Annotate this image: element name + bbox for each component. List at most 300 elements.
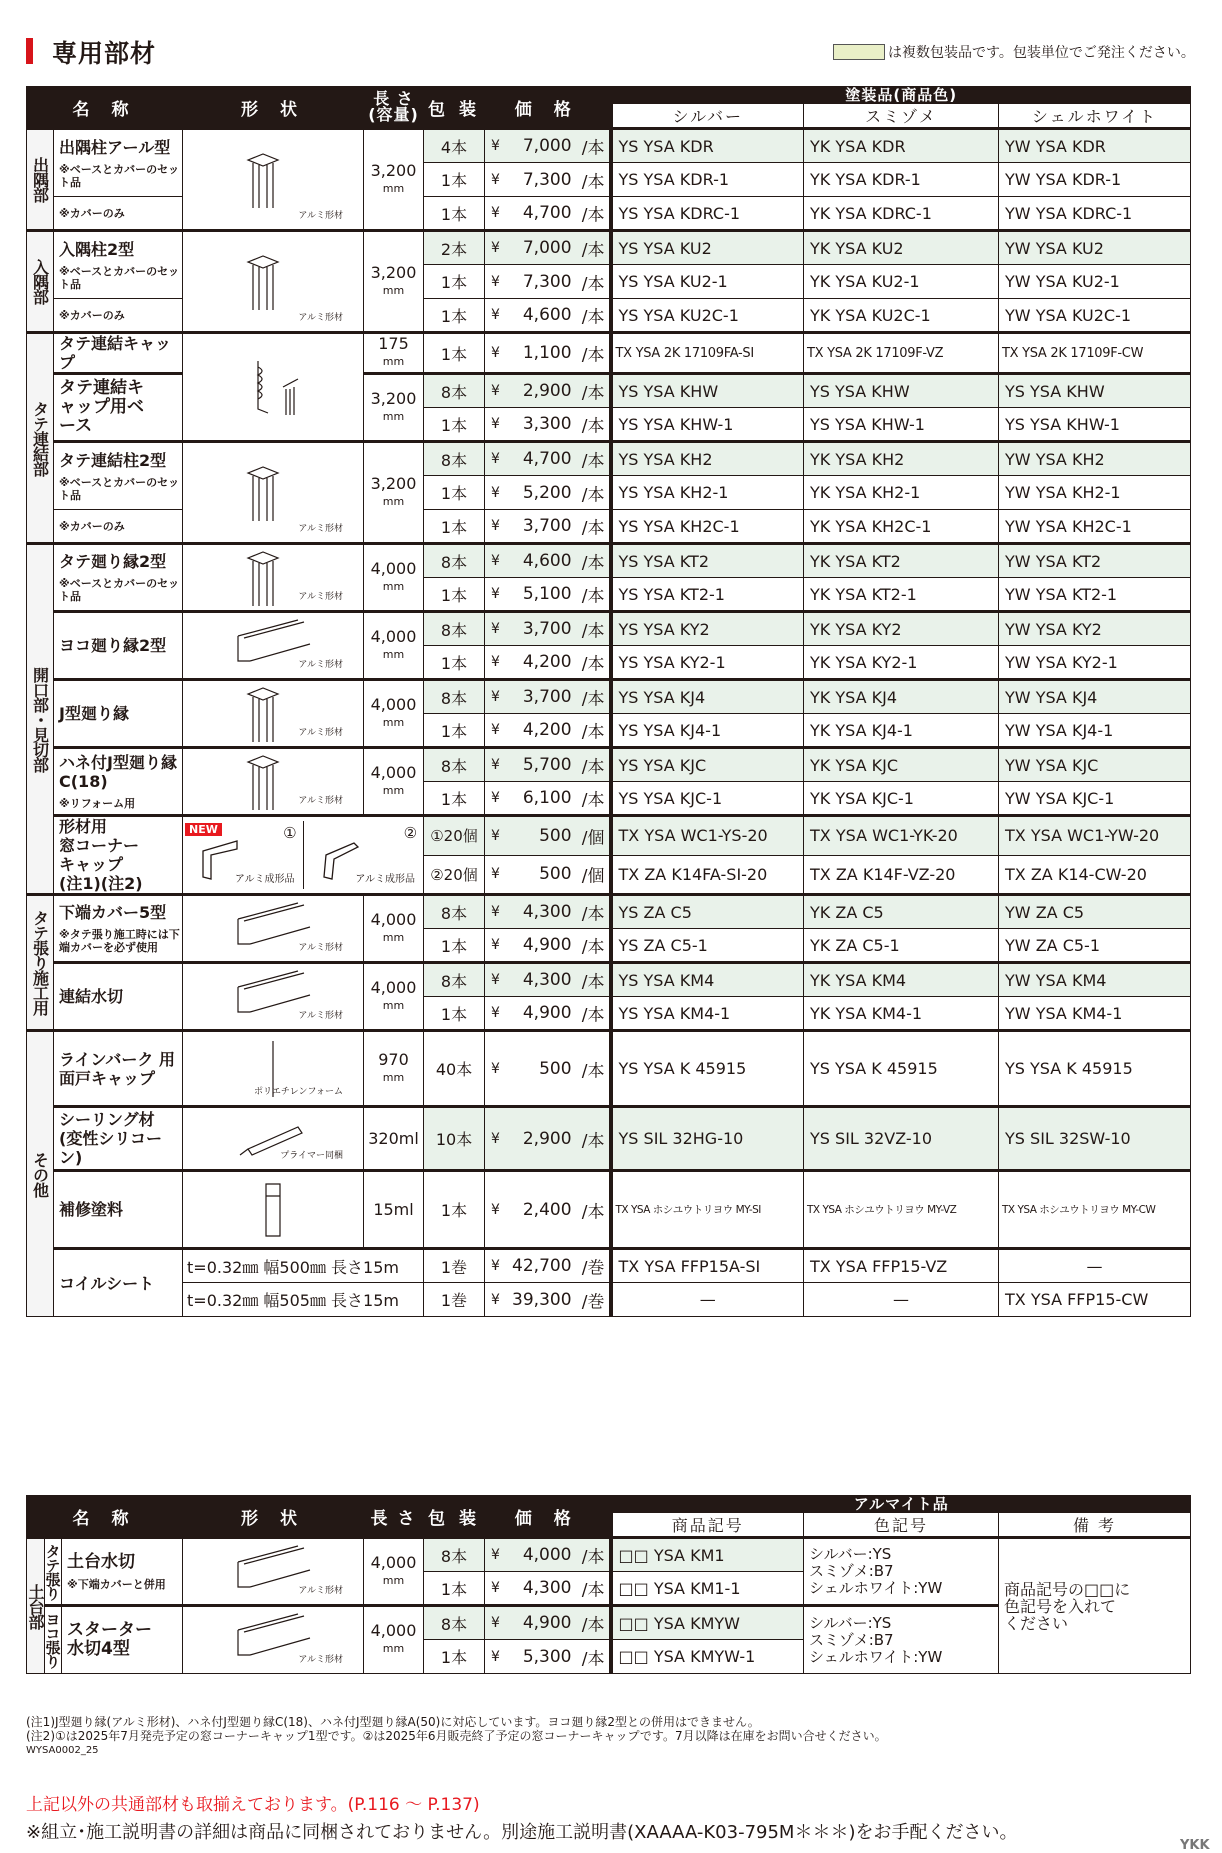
product-code-cell: TX YSA 2K 17109FA-SI [611,333,804,374]
item-name: J型廻り縁 [59,704,129,723]
profile-drawing-icon [228,252,318,312]
price-cell [485,231,611,265]
material-label: アルミ形材 [298,592,344,602]
product-code-cell: YS YSA KJ4 [611,680,804,714]
price-value: 4,600 [522,305,572,325]
pack-cell: 1本 [424,782,485,816]
price-value: 4,700 [522,449,572,469]
pack-cell: ②20個 [424,855,485,895]
color-code-line: シェルホワイト:YW [809,1647,943,1666]
price-unit: /本 [581,138,605,159]
price-value: 3,700 [522,619,572,639]
yen-symbol: ¥ [491,621,500,637]
product-code-cell: YK YSA KH2 [804,442,999,476]
header-length-l1: 長 さ [373,89,414,108]
length-cell [364,1171,424,1249]
price-unit: /本 [581,1202,605,1222]
header-shape: 形 状 [183,87,364,129]
item-note: ※下端カバーと併用 [67,1578,166,1591]
price-unit: /本 [581,1547,605,1568]
pack-cell: 8本 [424,374,485,408]
price-unit: /本 [581,621,605,642]
price-cell [485,963,611,997]
product-code-cell: YW YSA KDRC-1 [999,197,1191,231]
price-value: 4,200 [522,720,572,740]
product-code-cell: YW YSA KDR-1 [999,163,1191,197]
item-note-cover-only: ※カバーのみ [54,510,183,544]
price-cell [485,714,611,748]
product-code-cell: YK YSA KM4-1 [804,997,999,1031]
yen-symbol: ¥ [491,937,500,953]
price-cell [485,646,611,680]
item-name-line: (変性シリコーン) [59,1129,162,1167]
shape-cell [183,895,364,963]
item-name-cell [54,680,183,748]
price-cell [485,544,611,578]
yen-symbol: ¥ [491,972,500,988]
item-name-cell [54,816,183,895]
coil-spec: t=0.32㎜ 幅505㎜ 長さ15m [183,1283,424,1317]
material-label: アルミ形材 [298,1586,343,1596]
product-code-cell: TX YSA WC1-YS-20 [611,816,804,856]
price-value: 6,100 [522,788,572,808]
corner-cap-shape-1 [183,821,304,889]
footnote-1: (注1)J型廻り縁(アルミ形材)、ハネ付J型廻り縁C(18)、ハネ付J型廻り縁A(50)に対応しています。ヨコ廻り縁2型との併用はできません。 [26,1715,760,1729]
length-cell [364,129,424,231]
product-code-cell: YW ZA C5-1 [999,929,1191,963]
marker-1: ① [283,824,297,842]
table-row [27,1249,1191,1283]
price-cell [485,1249,611,1283]
length-value: 4,000 [370,694,417,714]
header-color-shellwhite: シェルホワイト [999,104,1191,129]
pack-cell: 1巻 [424,1249,485,1283]
color-code-line: スミゾメ:B7 [809,1562,894,1580]
product-code-cell: YK YSA KDR [804,129,999,163]
item-name: 土台水切 [67,1552,135,1572]
item-name: タテ連結キャップ用ベース [59,378,144,436]
item-name-cell [54,895,183,963]
price-cell [485,855,611,895]
pack-cell: 8本 [424,963,485,997]
product-code-cell: TX YSA WC1-YW-20 [999,816,1191,856]
product-code-cell: YK YSA KY2 [804,612,999,646]
product-code-cell: TX ZA K14-CW-20 [999,855,1191,895]
yen-symbol: ¥ [491,1291,500,1308]
item-name-line: 面戸キャップ [59,1068,156,1088]
table-row [27,816,1191,856]
product-code-cell: YK YSA KJC-1 [804,782,999,816]
price-cell [485,476,611,510]
product-code-cell: YS YSA KY2-1 [611,646,804,680]
table-row [27,544,1191,578]
pack-cell: 1本 [424,714,485,748]
yen-symbol: ¥ [491,654,500,670]
yen-symbol: ¥ [491,171,500,188]
pack-cell: 1本 [424,646,485,680]
price-unit: /本 [581,904,605,925]
new-badge: NEW [185,823,222,836]
length-value: 4,000 [370,977,417,997]
yen-symbol: ¥ [491,722,500,738]
product-code-cell: YK YSA KJ4 [804,680,999,714]
item-name-cell [54,442,183,510]
item-name: 補修塗料 [59,1200,124,1219]
price-cell [485,929,611,963]
parts-table [26,86,1191,1317]
price-unit: /本 [581,1005,605,1026]
price-unit: /本 [581,1131,605,1151]
header-product-code: 商品記号 [611,1513,804,1538]
item-name-line: スターター [67,1620,152,1640]
product-code-cell: YS YSA K 45915 [999,1031,1191,1107]
table-row [27,1171,1191,1249]
document-id: WYSA0002_25 [26,1745,99,1756]
shape-cell [183,748,364,816]
product-code-cell: YS SIL 32HG-10 [611,1107,804,1171]
pack-cell: 1本 [424,197,485,231]
item-name-cell [54,1171,183,1249]
price-unit: /巻 [581,1292,605,1312]
length-value: 4,000 [370,1552,417,1572]
item-name-line: ラインバーク 用 [59,1049,175,1069]
yen-symbol: ¥ [491,757,500,773]
pack-cell: ①20個 [424,816,485,856]
table-row [27,1031,1191,1107]
length-value: 3,200 [370,473,417,493]
yen-symbol: ¥ [491,451,500,467]
product-code-cell: YW YSA KJC [999,748,1191,782]
length-unit: mm [382,181,405,195]
item-name-line: シーリング材 [59,1110,155,1129]
table-row [27,963,1191,997]
price-value: 4,000 [522,1545,572,1565]
price-cell [485,408,611,442]
page-title: 専用部材 [52,39,157,68]
item-note-cover-only: ※カバーのみ [54,197,183,231]
section-label: タテ連結部 [27,333,54,544]
table-row [27,231,1191,265]
product-code-cell: TX YSA ホシユウトリヨウ MY-VZ [804,1171,999,1249]
price-unit: /本 [581,790,605,811]
yen-symbol: ¥ [491,1258,500,1274]
length-cell [364,442,424,544]
price-unit: /本 [581,972,605,993]
yen-symbol: ¥ [491,1615,500,1631]
table-row [27,748,1191,782]
yen-symbol: ¥ [491,1547,500,1563]
length-unit: mm [382,355,405,368]
item-name-cell [54,963,183,1031]
price-value: 4,300 [522,970,572,990]
product-code-cell: YS YSA KHW [611,374,804,408]
price-cell [485,816,611,856]
profile-drawing-icon [228,463,318,523]
sub-section-label: ヨコ張り [45,1606,62,1674]
color-code-line: シルバー:YS [809,1613,892,1632]
yen-symbol: ¥ [491,586,500,602]
product-code-cell: YS YSA K 45915 [804,1031,999,1107]
price-value: 4,600 [522,551,572,571]
price-unit: /本 [581,1580,605,1601]
pack-cell: 1本 [424,408,485,442]
product-code-cell: YW YSA KH2 [999,442,1191,476]
header-price: 価 格 [485,1496,611,1538]
length-cell [364,544,424,612]
length-value: 15ml [373,1199,414,1219]
product-code-cell: TX YSA FFP15-VZ [804,1249,999,1283]
product-code-cell: YS YSA KT2 [611,544,804,578]
corner-cap-shape-wrap [183,821,423,889]
item-name-cell [54,231,183,299]
header-color-silver: シルバー [611,104,804,129]
item-name: ハネ付J型廻り縁C(18) [59,753,177,791]
item-note: ※リフォーム用 [59,797,136,810]
length-value: 970 [378,1049,409,1069]
item-name-line: キャップ [59,855,124,874]
remark-line: 色記号を入れて [1004,1596,1117,1616]
yen-symbol: ¥ [491,416,500,432]
length-unit: mm [382,283,405,297]
item-note: ※ベースとカバーのセット品 [59,475,180,502]
material-label: アルミ形材 [298,728,344,738]
price-cell [485,299,611,333]
price-cell [485,129,611,163]
product-code-cell: YS YSA KM4-1 [611,997,804,1031]
price-value: 4,300 [522,1578,572,1598]
price-value: 5,100 [522,584,572,604]
length-unit: mm [382,579,405,593]
header-pack: 包 装 [424,87,485,129]
length-value: 4,000 [370,558,417,578]
material-label: アルミ形材 [298,1655,343,1665]
product-code-cell: YK ZA C5-1 [804,929,999,963]
price-unit: /本 [581,937,605,958]
price-value: 500 [539,1058,572,1079]
product-code-cell: YW YSA KU2 [999,231,1191,265]
table-row [27,1283,1191,1317]
header-painted: 塗装品(商品色) [611,87,1191,104]
product-code-cell: YS YSA KU2 [611,231,804,265]
color-code-cell [804,1538,999,1606]
price-unit: /本 [581,654,605,675]
product-code-cell: YS YSA KHW-1 [611,408,804,442]
length-value: 3,200 [370,388,417,408]
header-price: 価 格 [485,87,611,129]
shape-cell [183,333,364,442]
legend-text: は複数包装品です。包装単位でご発注ください。 [888,45,1195,61]
remarks-cell [999,1538,1191,1674]
price-unit: /本 [581,451,605,472]
product-code-cell: TX YSA 2K 17109F-CW [999,333,1191,374]
length-cell [364,231,424,333]
product-code-cell: YW YSA KT2 [999,544,1191,578]
header-pack: 包 装 [424,1496,485,1538]
product-code-cell: □□ YSA KMYW [611,1606,804,1640]
price-cell [485,510,611,544]
length-cell [364,1538,424,1606]
price-value: 3,700 [522,516,572,536]
pack-cell: 1本 [424,299,485,333]
material-label: アルミ形材 [298,943,344,953]
length-value: 4,000 [370,1621,417,1640]
length-cell [364,895,424,963]
table-row [27,333,1191,374]
item-name: 出隅柱アール型 [59,137,171,157]
color-code-cell [804,1606,999,1674]
product-code-cell: YS YSA KHW [804,374,999,408]
yen-symbol: ¥ [491,518,500,534]
price-cell [485,1283,611,1317]
price-cell [485,163,611,197]
pack-cell: 8本 [424,442,485,476]
length-value: 4,000 [370,762,417,782]
table-row [27,129,1191,163]
product-code-cell: YW YSA KJ4-1 [999,714,1191,748]
product-code-cell: YS YSA KM4 [611,963,804,997]
product-code-cell: TX ZA K14FA-SI-20 [611,855,804,895]
price-value: 4,900 [522,1613,572,1633]
price-cell [485,997,611,1031]
price-value: 3,700 [522,687,572,707]
price-value: 39,300 [512,1289,572,1310]
price-value: 7,300 [522,271,572,292]
product-code-cell: YW YSA KH2-1 [999,476,1191,510]
yen-symbol: ¥ [491,1201,500,1218]
product-code-cell: — [999,1249,1191,1283]
material-label: アルミ形材 [298,796,344,806]
pack-cell: 1本 [424,163,485,197]
price-cell [485,895,611,929]
length-unit: mm [382,647,405,661]
product-code-cell: YS YSA KJ4-1 [611,714,804,748]
product-code-cell: YK YSA KM4 [804,963,999,997]
price-unit: /本 [581,586,605,607]
footnotes [26,1715,887,1743]
item-name-cell [54,333,183,374]
product-code-cell: YW YSA KM4-1 [999,997,1191,1031]
product-code-cell: YK YSA KU2C-1 [804,299,999,333]
item-note: ※ベースとカバーのセット品 [59,577,180,603]
corner-cap-shape-2 [304,821,424,889]
pack-cell: 8本 [424,895,485,929]
price-unit: /本 [581,689,605,710]
price-value: 2,900 [522,381,572,401]
item-note: ※ベースとカバーのセット品 [59,162,180,189]
item-name: ヨコ廻り縁2型 [59,636,167,655]
shape-cell [183,1606,364,1674]
price-unit: /本 [581,205,605,226]
product-code-cell: TX YSA ホシユウトリヨウ MY-CW [999,1171,1191,1249]
product-code-cell: YS YSA KU2-1 [611,265,804,299]
price-value: 4,700 [522,203,572,223]
item-name-line: 形材用 [59,817,108,836]
product-code-cell: YK YSA KH2-1 [804,476,999,510]
price-value: 7,000 [522,238,572,258]
footnote-2: (注2)①は2025年7月発売予定の窓コーナーキャップ1型です。②は2025年6月販売終了予定の窓コーナーキャップです。7月以降は在庫をお問い合せください。 [26,1729,887,1743]
length-cell [364,1107,424,1171]
product-code-cell: YW YSA KM4 [999,963,1191,997]
product-code-cell: □□ YSA KM1 [611,1538,804,1572]
header-remarks: 備 考 [999,1513,1191,1538]
section-label: 土台部 [27,1538,45,1674]
product-code-cell: YW YSA KJ4 [999,680,1191,714]
product-code-cell: YK YSA KY2-1 [804,646,999,680]
pack-cell: 1本 [424,510,485,544]
header-length: 長 さ [364,1496,424,1538]
yen-symbol: ¥ [491,1130,500,1147]
product-code-cell: YS YSA KHW-1 [999,408,1191,442]
price-cell [485,197,611,231]
pack-cell: 8本 [424,1538,485,1572]
product-code-cell: TX YSA ホシユウトリヨウ MY-SI [611,1171,804,1249]
sub-section-label: タテ張り [45,1538,62,1606]
yen-symbol: ¥ [491,553,500,569]
product-code-cell: YS YSA KY2 [611,612,804,646]
product-code-cell: TX YSA WC1-YK-20 [804,816,999,856]
price-cell [485,1572,611,1606]
pack-cell: 1本 [424,997,485,1031]
material-label: アルミ形材 [298,211,344,221]
pack-cell: 1本 [424,265,485,299]
length-value: 175 [378,334,409,353]
yen-symbol: ¥ [491,904,500,920]
length-cell [364,333,424,374]
material-label: アルミ形材 [298,524,344,534]
section-label: 開口部・見切部 [27,544,54,895]
product-code-cell: YS YSA KJC-1 [611,782,804,816]
item-name-cell [54,612,183,680]
product-code-cell: YW ZA C5 [999,895,1191,929]
price-unit: /本 [581,345,605,366]
product-code-cell: — [611,1283,804,1317]
header-length-l2: (容量) [368,105,419,124]
product-code-cell: YS YSA KHW-1 [804,408,999,442]
product-code-cell: YS YSA K 45915 [611,1031,804,1107]
pack-cell: 1本 [424,1572,485,1606]
length-cell [364,1031,424,1107]
material-label: アルミ形材 [298,313,344,323]
material-label: アルミ成形品 [355,874,416,885]
item-name-line: (注1)(注2) [59,874,143,893]
shape-cell [183,680,364,748]
profile-drawing-icon [228,150,318,210]
price-unit: /本 [581,416,605,437]
item-name-line: 水切4型 [67,1639,130,1659]
table-row [27,1538,1191,1572]
product-code-cell: YW YSA KDR [999,129,1191,163]
pack-cell: 1本 [424,333,485,374]
yen-symbol: ¥ [491,484,500,501]
shape-cell [183,544,364,612]
color-code-line: シェルホワイト:YW [809,1579,943,1597]
corner-cap-shapes [183,816,424,895]
item-note-cover-only: ※カバーのみ [54,299,183,333]
length-unit: mm [382,1070,405,1084]
item-name-cell [54,1107,183,1171]
product-code-cell: YS ZA C5-1 [611,929,804,963]
profile-drawing-icon [228,357,318,417]
common-parts-note: 上記以外の共通部材も取揃えております。(P.116 ～ P.137) [26,1795,480,1815]
length-unit: mm [382,1642,405,1655]
item-name: タテ廻り縁2型 [59,552,167,571]
pack-cell: 8本 [424,680,485,714]
yen-symbol: ¥ [491,307,500,323]
header-shape: 形 状 [183,1496,364,1538]
length-unit: mm [382,930,405,944]
product-code-cell: □□ YSA KMYW-1 [611,1640,804,1674]
price-value: 7,000 [522,136,572,156]
